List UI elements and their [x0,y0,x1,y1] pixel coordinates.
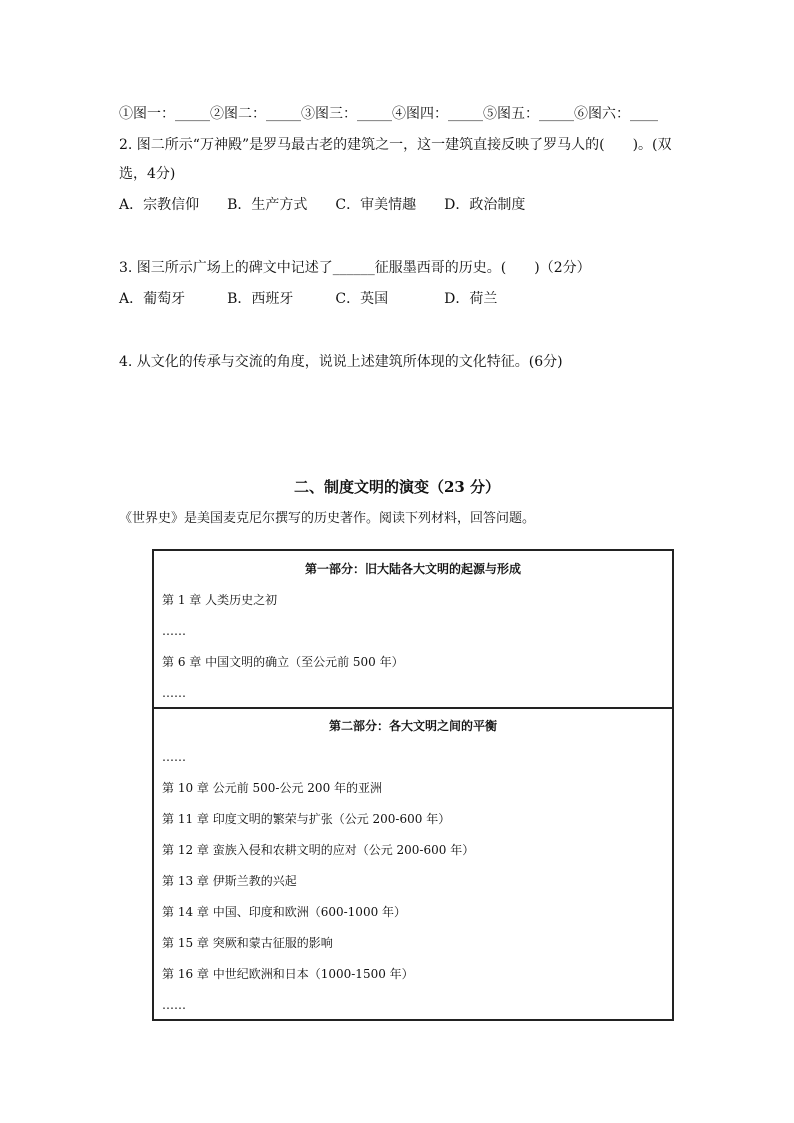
toc-row: …… [162,998,186,1012]
toc-row: 第 11 章 印度文明的繁荣与扩张（公元 200-600 年） [162,812,451,826]
toc-part-2 [154,709,672,1019]
toc-row: 第 12 章 蛮族入侵和农耕文明的应对（公元 200-600 年） [162,843,475,857]
toc-row: 第 14 章 中国、印度和欧洲（600-1000 年） [162,905,407,919]
toc-row: 第 1 章 人类历史之初 [162,593,278,607]
toc-part-1-heading: 第一部分：旧大陆各大文明的起源与形成 [304,562,521,576]
toc-row: 第 10 章 公元前 500-公元 200 年的亚洲 [162,781,383,795]
toc-part-1 [154,551,672,709]
q3-options: A．葡萄牙 B．西班牙 C．英国 D．荷兰 [119,291,498,307]
toc-row: 第 6 章 中国文明的确立（至公元前 500 年） [162,655,404,669]
table-of-contents [152,549,674,1021]
toc-part-2-heading: 第二部分：各大文明之间的平衡 [328,719,497,733]
toc-row: …… [162,750,186,764]
q2-options: A．宗教信仰 B．生产方式 C．审美情趣 D．政治制度 [119,197,526,213]
section-title: 二、制度文明的演变（23 分） [293,478,501,496]
q4-stem: 4. 从文化的传承与交流的角度，说说上述建筑所体现的文化特征。(6分) [119,354,563,370]
toc-row: …… [162,624,186,638]
toc-row: 第 15 章 突厥和蒙古征服的影响 [162,936,333,950]
q1-answer-blanks: ①图一：_____②图二：_____③图三：_____④图四：_____⑤图五：_____⑥图六：____ [119,106,658,122]
q2-stem-line2: 选，4分) [119,166,176,182]
toc-row: 第 13 章 伊斯兰教的兴起 [162,874,297,888]
section-intro: 《世界史》是美国麦克尼尔撰写的历史著作。阅读下列材料，回答问题。 [119,511,536,526]
q2-stem-line1: 2. 图二所示“万神殿”是罗马最古老的建筑之一，这一建筑直接反映了罗马人的( )。(双 [119,137,672,153]
toc-row: …… [162,686,186,700]
toc-row: 第 16 章 中世纪欧洲和日本（1000-1500 年） [162,967,414,981]
q3-stem: 3. 图三所示广场上的碑文中记述了______征服墨西哥的历史。( )（2分） [119,260,591,276]
